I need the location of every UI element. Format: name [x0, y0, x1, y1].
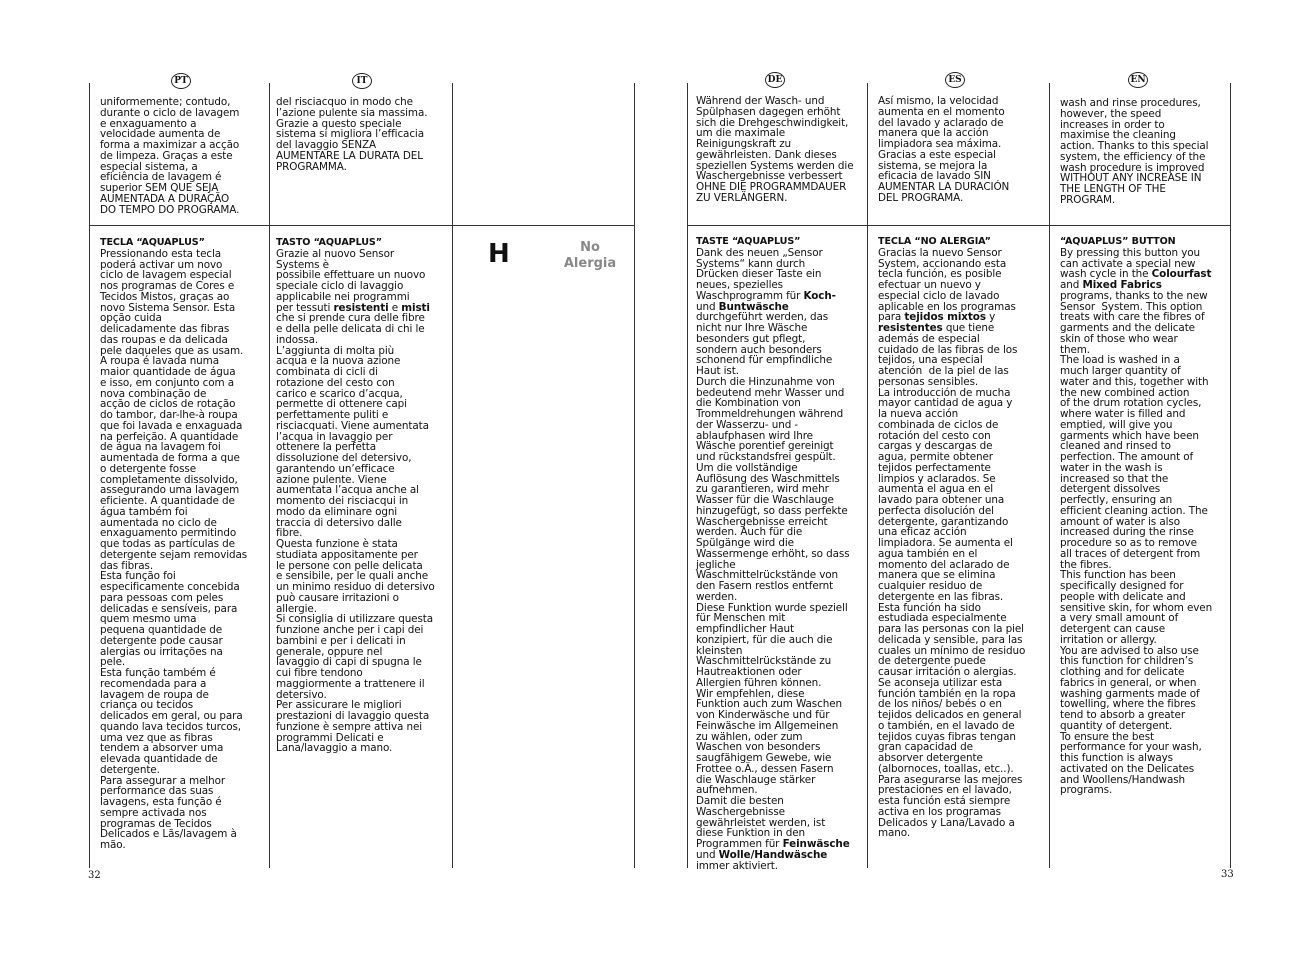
en-aquaplus-heading: “AQUAPLUS” BUTTON	[1060, 236, 1176, 247]
en-aquaplus-body: By pressing this button you can activate a special new wash cycle in the	[1060, 246, 1201, 281]
language-badge-pt: PT	[171, 73, 191, 89]
it-aquaplus-section	[276, 237, 451, 754]
es-bold-term: resistentes	[878, 322, 943, 334]
it-aquaplus-heading: TASTO “AQUAPLUS”	[276, 237, 382, 248]
en-aquaplus-body: and	[1060, 279, 1080, 291]
page-number-right: 33	[1221, 869, 1234, 880]
divider	[89, 83, 90, 868]
it-intro-text: del risciacquo in modo che l’azione pulente sia massima. Grazie a questo speciale sistema si migliora l’efficacia del lavaggio SENZA AUMENTARE LA DURATA DEL PROGRAMMA.	[276, 96, 428, 173]
divider	[687, 83, 688, 868]
de-bold-term: Feinwäsche	[782, 838, 850, 850]
de-aquaplus-body: und	[696, 848, 716, 861]
it-bold-term: resistenti	[333, 301, 389, 314]
de-aquaplus-body: Dank des neuen „Sensor Systems“ kann durch Drücken dieser Taste ein neues, spezielles Waschprogramm für	[696, 246, 823, 302]
divider	[687, 225, 1230, 226]
pt-aquaplus-heading: TECLA “AQUAPLUS”	[100, 237, 205, 248]
it-aquaplus-body: che si prende cura delle fibre e della pelle delicata di chi le indossa. L’aggiunta di molta più acqua e la nuova azione combinata di cicli di rotazione del cesto con carico e scarico d’acqua, permette di ottenere capi perfettamente puliti e risciacquati. Viene aumentata l’acqua in lavaggio per ottenere la perfetta dissoluzione del detersivo, garantendo un’efficace azione pulente. Viene aumentata l’acqua anche al momento dei risciacqui in modo da eliminare ogni traccia di detersivo dalle fibre. Questa funzione è stata studiata appositamente per le persone con pelle delicata e sensibile, per le quali anche un minimo residuo di detersivo può causare irritazioni o allergie. Si consiglia di utilizzare questa funzione anche per i capi dei bambini e per i delicati in generale, oppure nel lavaggio di capi di spugna le cui fibre tendono maggiormente a trattenere il detersivo. Per assicurare le migliori prestazioni di lavaggio questa funzione è sempre attiva nei programmi Delicati e Lana/lavaggio a mano.	[276, 312, 435, 755]
divider	[1230, 83, 1231, 868]
it-aquaplus-body: Grazie al nuovo Sensor Systems è possibile effettuare un nuovo speciale ciclo di lavaggio applicabile nei programmi per tessuti	[276, 247, 426, 314]
divider	[1049, 83, 1050, 868]
section-letter: H	[488, 239, 510, 269]
es-bold-term: tejidos mixtos	[904, 311, 986, 324]
de-aquaplus-body: und	[696, 300, 716, 313]
divider	[269, 83, 270, 868]
en-bold-term: Colourfast	[1151, 268, 1212, 281]
language-badge-en: EN	[1128, 72, 1148, 88]
divider	[634, 83, 635, 868]
es-no-allergy-body: Gracias la nuevo Sensor System, accionando esta tecla función, es posible efectuar un nuevo y especial ciclo de lavado aplicable en los programas para	[878, 246, 1016, 324]
no-allergy-label: No Alergia	[563, 240, 617, 271]
es-no-allergy-body: y	[989, 311, 996, 324]
pt-aquaplus-section	[100, 237, 266, 851]
divider	[452, 83, 453, 868]
en-bold-term: Mixed Fabrics	[1082, 279, 1162, 291]
de-aquaplus-body: durchgeführt werden, das nicht nur Ihre Wäsche besonders gut pflegt, sondern auch besonders schonend für empfindliche Haut ist. Durch die Hinzunahme von bedeutend mehr Wasser und die Kombination von Trommeldrehungen während der Wasserzu- und - ablaufphasen wird Ihre Wäsche porentief gereinigt und rückstandsfrei gespült. Um die vollständige Auflösung des Waschmittels zu garantieren, wird mehr Wasser für die Waschlauge hinzugefügt, so dass perfekte Waschergebnisse erreicht werden. Auch für die Spülgänge wird die Wassermenge erhöht, so dass jegliche Waschmittelrückstände von den Fasern restlos entfernt werden. Diese Funktion wurde speziell für Menschen mit empfindlicher Haut konzipiert, für die auch die kleinsten Waschmittelrückstände zu Hautreaktionen oder Allergien führen können. Wir empfehlen, diese Funktion auch zum Waschen von Kinderwäsche und für Feinwäsche im Allgemeinen zu wählen, oder zum Waschen von besonders saugfähigem Gewebe, wie Frottee o.Ä., dessen Fasern die Waschlauge stärker aufnehmen. Damit die besten Waschergebnisse gewährleistet werden, ist diese Funktion in den Programmen für	[696, 311, 850, 850]
es-intro-text: Así mismo, la velocidad aumenta en el momento del lavado y aclarado de manera que la acción limpiadora sea máxima. Gracias a este especial sistema, se mejora la eficacia de lavado SIN AUMENTAR LA DURACIÓN DEL PROGRAMA.	[878, 95, 1010, 204]
es-no-allergy-section	[878, 236, 1046, 839]
it-bold-term: misti	[401, 301, 430, 314]
de-bold-term: Buntwäsche	[718, 300, 789, 313]
de-aquaplus-body: immer aktiviert.	[696, 859, 778, 872]
de-bold-term: Koch-	[803, 289, 836, 302]
de-intro-text: Während der Wasch- und Spülphasen dagegen erhöht sich die Drehgeschwindigkeit, um die maximale Reinigungskraft zu gewährleisten. Dank dieses speziellen Systems werden die Waschergebnisse verbessert OHNE DIE PROGRAMMDAUER ZU VERLÄNGERN.	[696, 95, 854, 204]
language-badge-es: ES	[945, 72, 965, 88]
divider	[867, 83, 868, 868]
de-aquaplus-section	[696, 236, 864, 871]
es-no-allergy-heading: TECLA “NO ALERGIA”	[878, 236, 991, 247]
de-bold-term: Wolle/Handwäsche	[718, 848, 828, 861]
pt-aquaplus-body: Pressionando esta tecla poderá activar um novo ciclo de lavagem especial nos programas de Cores e Tecidos Mistos, graças ao novo Sistema Sensor. Esta opção cuida delicadamente das fibras das roupas e da delicada pele daqueles que as usam. A roupa é lavada numa maior quantidade de água e isso, em conjunto com a nova combinação de acção de ciclos de rotação do tambor, dar-lhe-à roupa que foi lavada e enxaguada na perfeição. A quantidade de água na lavagem foi aumentada de forma a que o detergente fosse completamente dissolvido, assegurando uma lavagem eficiente. A quantidade de água também foi aumentada no ciclo de enxaguamento permitindo que todas as partículas de detergente sejam removidas das fibras. Esta função foi especificamente concebida para pessoas com peles delicadas e sensíveis, para quem mesmo uma pequena quantidade de detergente pode causar alergias ou irritações na pele. Esta função também é recomendada para a lavagem de roupa de criança ou tecidos delicados em geral, ou para quando lava tecidos turcos, uma vez que as fibras tendem a absorver uma elevada quantidade de detergente. Para assegurar a melhor performance das suas lavagens, esta função é sempre activada nos programas de Tecidos Delicados e Lãs/lavagem à mão.	[100, 247, 248, 851]
divider	[89, 225, 634, 226]
language-badge-it: IT	[352, 73, 372, 89]
es-no-allergy-body: que tiene además de especial cuidado de las fibras de los tejidos, una especial atención de la piel de las personas sensibles. La introducción de mucha mayor cantidad de agua y la nueva acción combinada de ciclos de rotación del cesto con cargas y descargas de agua, permite obtener tejidos perfectamente limpios y aclarados. Se aumenta el agua en el lavado para obtener una perfecta disolución del detergente, garantizando una eficaz acción limpiadora. Se aumenta el agua también en el momento del aclarado de manera que se elimina cualquier residuo de detergente en las fibras. Esta función ha sido estudiada especialmente para las personas con la piel delicada y sensible, para las cuales un mínimo de residuo de detergente puede causar irritación o alergias. Se aconseja utilizar esta función también en la ropa de los niños/ bebés o en tejidos delicados en general o también, en el lavado de tejidos cuyas fibras tengan gran capacidad de absorver detergente (albornoces, toallas, etc..). Para asegurarse las mejores prestaciones en el lavado, esta función está siempre activa en los programas Delicados y Lana/Lavado a mano.	[878, 322, 1026, 840]
page-number-left: 32	[88, 870, 101, 881]
en-intro-text: wash and rinse procedures, however, the speed increases in order to maximise the cleaning action. Thanks to this special system, the efficiency of the wash procedure is improved WITHOUT ANY INCREASE IN THE LENGTH OF THE PROGRAM.	[1060, 97, 1209, 206]
it-aquaplus-body: e	[388, 301, 402, 314]
language-badge-de: DE	[765, 72, 785, 88]
en-aquaplus-section	[1060, 236, 1228, 796]
de-aquaplus-heading: TASTE “AQUAPLUS”	[696, 236, 801, 247]
pt-intro-text: uniformemente; contudo, durante o ciclo de lavagem e enxaguamento a velocidade aumenta de forma a maximizar a acção de limpeza. Graças a este especial sistema, a eficiência de lavagem é superior SEM QUE SEJA AUMENTADA A DURAÇÃO DO TEMPO DO PROGRAMA.	[100, 96, 240, 216]
en-aquaplus-body: programs, thanks to the new Sensor System. This option treats with care the fibres of garments and the delicate skin of those who wear them. The load is washed in a much larger quantity of water and this, together with the new combined action of the drum rotation cycles, where water is filled and emptied, will give you garments which have been cleaned and rinsed to perfection. The amount of water in the wash is increased so that the detergent dissolves perfectly, ensuring an efficient cleaning action. The amount of water is also increased during the rinse procedure so as to remove all traces of detergent from the fibres. This function has been specifically designed for people with delicate and sensitive skin, for whom even a very small amount of detergent can cause irritation or allergy. You are advised to also use this function for children’s clothing and for delicate fabrics in general, or when washing garments made of towelling, where the fibres tend to absorb a greater quantity of detergent. To ensure the best performance for your wash, this function is always activated on the Delicates and Woollens/Handwash programs.	[1060, 289, 1213, 797]
